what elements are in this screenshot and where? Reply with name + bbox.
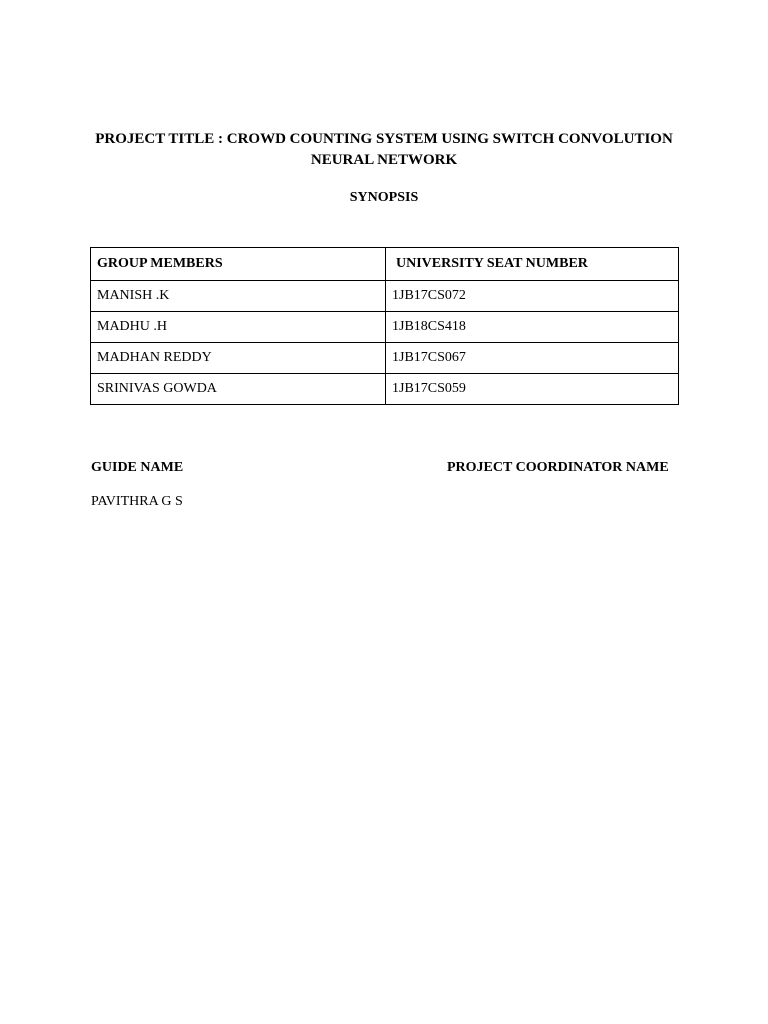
project-coordinator-name-label: PROJECT COORDINATOR NAME <box>447 460 669 475</box>
table-row <box>91 374 679 405</box>
group-members-table <box>90 247 679 405</box>
table-row <box>91 343 679 374</box>
member-name: MADHU .H <box>91 312 386 343</box>
project-title-line-1: PROJECT TITLE : CROWD COUNTING SYSTEM USING SWITCH CONVOLUTION <box>95 131 673 147</box>
table-row <box>91 281 679 312</box>
synopsis-heading: SYNOPSIS <box>349 190 419 205</box>
project-title <box>60 129 708 171</box>
guide-name-label: GUIDE NAME <box>91 460 184 475</box>
member-name: MADHAN REDDY <box>91 343 386 374</box>
member-usn: 1JB17CS067 <box>386 343 679 374</box>
member-name: SRINIVAS GOWDA <box>91 374 386 405</box>
university-seat-number-header: UNIVERSITY SEAT NUMBER <box>386 248 679 281</box>
member-usn: 1JB18CS418 <box>386 312 679 343</box>
group-members-header: GROUP MEMBERS <box>91 248 386 281</box>
guide-name-value: PAVITHRA G S <box>91 494 183 509</box>
member-usn: 1JB17CS059 <box>386 374 679 405</box>
table-header-row <box>91 248 679 281</box>
project-title-line-2: NEURAL NETWORK <box>310 152 458 168</box>
member-usn: 1JB17CS072 <box>386 281 679 312</box>
member-name: MANISH .K <box>91 281 386 312</box>
table-row <box>91 312 679 343</box>
